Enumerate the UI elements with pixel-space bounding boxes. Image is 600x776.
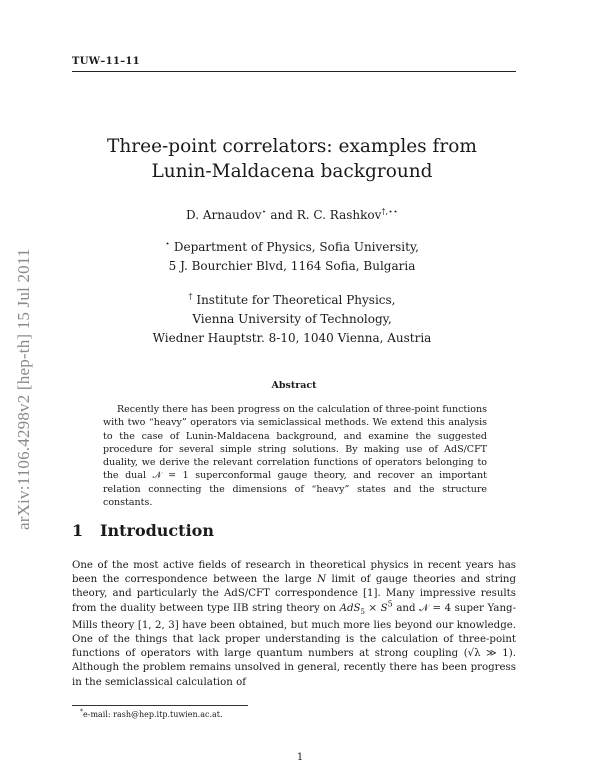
- intro-math-coupling: √λ ≫ 1: [467, 648, 509, 660]
- intro-math-n: N: [317, 574, 327, 586]
- title-line-1: Three-point correlators: examples from: [107, 136, 477, 157]
- abstract-text: Recently there has been progress on the calculation of three-point functions with two “heavy” operators via semiclassical methods. We extend this analysis to the case of Lunin-Maldacena background, and examine the suggested procedure for several simple string solutions. By making use of AdS/CFT duality, we derive the relevant correlation functions of operators belonging to the dual 𝒩 = 1 superconformal gauge theory, and recover an important relation connecting the dimensions of “heavy” states and the structure constants.: [103, 404, 487, 509]
- affiliation-1-line-1: Department of Physics, Sofia University,: [170, 240, 419, 254]
- section-number: 1: [72, 521, 84, 540]
- report-number: TUW–11–11: [72, 56, 140, 67]
- arxiv-identifier: arXiv:1106.4298v2 [hep-th] 15 Jul 2011: [14, 248, 33, 530]
- affiliation-2-line-1: Institute for Theoretical Physics,: [192, 293, 396, 307]
- intro-math-ads: AdS: [339, 602, 361, 614]
- affiliation-2-mark: †: [188, 292, 193, 301]
- footnote-mark: *: [80, 708, 83, 716]
- section-title: Introduction: [100, 521, 214, 540]
- affiliation-2: [72, 291, 512, 348]
- intro-text-4: super Yang-Mills theory [1, 2, 3] have been obtained, but much more lies beyond our knowledge. One of the things that lack proper understanding is the calculation of three-point functions of operators with large quantum numbers at strong coupling (: [72, 602, 517, 660]
- footnote-rule: [72, 705, 248, 706]
- abstract-heading: Abstract: [271, 380, 317, 391]
- intro-text-3: and: [392, 602, 420, 614]
- intro-text-5: ). Although the problem remains unsolved in general, recently there has been progress in the semiclassical calculation of: [72, 648, 516, 688]
- intro-math-sphere-sup: 5: [387, 599, 393, 609]
- author-2: R. C. Rashkov: [296, 208, 382, 222]
- author-connector: and: [266, 208, 297, 222]
- affiliation-1-mark: ⋆: [165, 239, 171, 248]
- page-number: 1: [296, 752, 304, 763]
- footnote: [80, 710, 223, 719]
- footnote-text: e-mail: rash@hep.itp.tuwien.ac.at.: [83, 710, 223, 719]
- affiliation-2-line-3: Wiedner Hauptstr. 8-10, 1040 Vienna, Austria: [152, 331, 432, 345]
- author-1-mark: ⋆: [261, 207, 267, 216]
- affiliation-2-line-2: Vienna University of Technology,: [192, 312, 392, 326]
- introduction-paragraph: [72, 559, 516, 690]
- paper-title: [72, 134, 512, 184]
- section-heading: [72, 521, 214, 540]
- author-list: [72, 208, 512, 222]
- title-line-2: Lunin-Maldacena background: [151, 161, 433, 182]
- author-1: D. Arnaudov: [186, 208, 262, 222]
- intro-text-1: One of the most active fields of research in theoretical physics in recent years has been the correspondence between the large: [72, 560, 516, 586]
- intro-math-sphere: × S: [364, 602, 388, 614]
- author-2-mark: †,⋆⋆: [381, 207, 398, 216]
- affiliation-1: [72, 238, 512, 276]
- header-rule: [72, 71, 516, 72]
- intro-text-2: limit of gauge theories and string theory, and particularly the AdS/CFT correspondence [1]. Many impressive results from the duality between type IIB string theory on: [72, 574, 516, 614]
- intro-math-n4: 𝒩 = 4: [419, 602, 452, 614]
- intro-math-ads-sub: 5: [360, 607, 365, 616]
- affiliation-1-line-2: 5 J. Bourchier Blvd, 1164 Sofia, Bulgaria: [168, 259, 416, 273]
